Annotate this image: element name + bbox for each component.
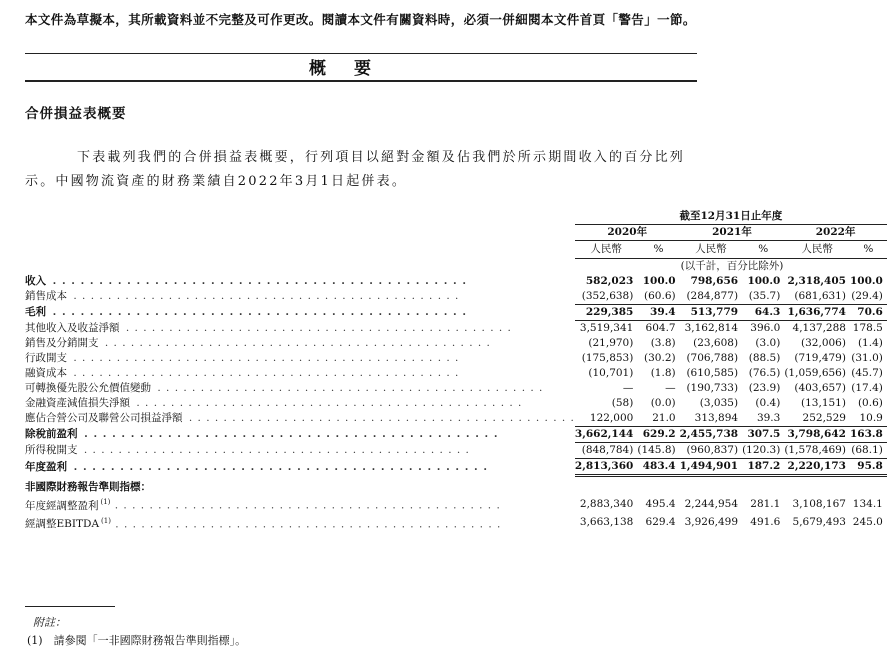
- table-row: [25, 427, 887, 443]
- percent-cell: 178.5: [852, 322, 883, 334]
- table-row: [25, 381, 887, 396]
- row-label: [25, 381, 575, 396]
- percent-cell: (31.0): [851, 352, 883, 364]
- percent-cell: (1.8): [650, 367, 676, 379]
- row-label: [25, 289, 575, 305]
- table-row: [25, 443, 887, 459]
- row-label-text: 收入: [25, 275, 46, 287]
- table-row: [25, 411, 887, 427]
- percent-cell: (35.7): [742, 289, 784, 305]
- period-header-row: [25, 209, 887, 225]
- non-ifrs-row: [25, 495, 887, 514]
- row-label-text: 銷售及分銷開支: [25, 337, 99, 349]
- row-label-text: 行政開支: [25, 352, 67, 364]
- percent-cell: (45.7): [851, 367, 883, 379]
- percent-cell: 281.1: [750, 497, 781, 510]
- amount-cell: (719,479): [794, 352, 846, 364]
- year-2021: 2021年: [680, 225, 785, 241]
- amount-cell: (848,784): [575, 443, 637, 459]
- amount-cell: 1,494,901: [680, 459, 742, 476]
- percent-cell: 134.1: [852, 497, 883, 510]
- percent-cell: (120.3): [742, 443, 784, 459]
- percent-cell: 491.6: [750, 516, 781, 529]
- amount-cell: 2,244,954: [684, 497, 739, 510]
- percent-cell: (76.5): [748, 367, 781, 379]
- percent-header: %: [742, 241, 784, 259]
- non-ifrs-section-row: [25, 476, 887, 496]
- leader-dots: . . . . . . . . . . . . . . . . . . . . . . . . . . . . . . . . . . . . . . . . . . . . .: [48, 275, 467, 287]
- table-row: [25, 274, 887, 289]
- leader-dots: . . . . . . . . . . . . . . . . . . . . . . . . . . . . . . . . . . . . . . . . . . . . .: [69, 290, 460, 303]
- percent-cell: 307.5: [742, 427, 784, 443]
- percent-cell: 100.0: [849, 275, 883, 287]
- amount-cell: (1,578,469): [784, 443, 850, 459]
- row-label-text: 金融資產減值損失淨額: [25, 397, 130, 409]
- percent-cell: 70.6: [850, 305, 887, 321]
- percent-cell: (30.2): [644, 352, 676, 364]
- percent-cell: 483.4: [637, 459, 679, 476]
- percent-cell: —: [665, 382, 676, 394]
- amount-cell: 229,385: [575, 305, 637, 321]
- footnote-rule: [25, 606, 115, 607]
- amount-cell: 3,662,144: [575, 427, 637, 443]
- amount-cell: (175,853): [581, 352, 634, 364]
- percent-cell: 629.2: [637, 427, 679, 443]
- leader-dots: . . . . . . . . . . . . . . . . . . . . . . . . . . . . . . . . . . . . . . . . . . . . .: [79, 444, 470, 456]
- leader-dots: . . . . . . . . . . . . . . . . . . . . . . . . . . . . . . . . . . . . . . . . . . . . .: [69, 367, 460, 379]
- leader-dots: . . . . . . . . . . . . . . . . . . . . . . . . . . . . . . . . . . . . . . . . . . . . .: [100, 337, 491, 349]
- amount-cell: (23,608): [693, 337, 739, 349]
- leader-dots: . . . . . . . . . . . . . . . . . . . . . . . . . . . . . . . . . . . . . . . . . . . . .: [132, 397, 523, 409]
- amount-cell: (706,788): [686, 352, 739, 364]
- percent-cell: 245.0: [852, 516, 883, 529]
- amount-cell: (3,035): [699, 397, 739, 409]
- year-2022: 2022年: [784, 225, 887, 241]
- leader-dots: . . . . . . . . . . . . . . . . . . . . . . . . . . . . . . . . . . . . . . . . . . . . .: [153, 382, 544, 394]
- row-label: [25, 427, 575, 443]
- non-ifrs-row: [25, 514, 887, 533]
- percent-cell: (60.6): [637, 289, 679, 305]
- percent-cell: 100.0: [642, 275, 676, 287]
- percent-cell: 64.3: [742, 305, 784, 321]
- footnote-ref: (1): [100, 498, 111, 506]
- amount-cell: (284,877): [680, 289, 742, 305]
- period-header: 截至12月31日止年度: [679, 210, 783, 222]
- amount-cell: (13,151): [801, 397, 846, 409]
- leader-dots: . . . . . . . . . . . . . . . . . . . . . . . . . . . . . . . . . . . . . . . . . . . . .: [79, 428, 499, 440]
- amount-cell: (1,059,656): [784, 367, 846, 379]
- currency-header: 人民幣: [680, 241, 742, 259]
- percent-cell: (145.8): [637, 443, 679, 459]
- percent-cell: 39.4: [637, 305, 679, 321]
- row-label-text: 除稅前盈利: [25, 428, 78, 440]
- percent-cell: 100.0: [747, 275, 781, 287]
- percent-cell: (17.4): [851, 382, 883, 394]
- row-label-text: 所得稅開支: [25, 444, 78, 456]
- currency-header: 人民幣: [575, 241, 637, 259]
- draft-notice: 本文件為草擬本，其所載資料並不完整及可作更改。閱讀本文件有關資料時，必須一併細閱本文件首頁「警告」一節。: [25, 12, 696, 27]
- amount-cell: 513,779: [680, 305, 742, 321]
- amount-cell: (403,657): [794, 382, 846, 394]
- row-label: [25, 321, 575, 337]
- percent-cell: (1.4): [857, 337, 883, 349]
- amount-cell: (190,733): [686, 382, 739, 394]
- leader-dots: . . . . . . . . . . . . . . . . . . . . . . . . . . . . . . . . . . . . . . . . . . . . .: [48, 306, 467, 318]
- row-label: [25, 495, 575, 514]
- percent-cell: (0.0): [650, 397, 676, 409]
- percent-cell: (0.4): [755, 397, 781, 409]
- row-label-text: 銷售成本: [25, 290, 67, 303]
- percent-cell: 95.8: [850, 459, 887, 476]
- leader-dots: . . . . . . . . . . . . . . . . . . . . . . . . . . . . . . . . . . . . . . . . . . . . .: [121, 321, 512, 334]
- row-label: [25, 351, 575, 366]
- amount-cell: 4,137,288: [792, 322, 846, 334]
- amount-cell: (21,970): [588, 337, 634, 349]
- intro-text: 下表載列我們的合併損益表概要，行列項目以絕對金額及佔我們於所示期間收入的百分比列示。中國物流資產的財務業績自2022年3月1日起併表。: [25, 150, 686, 189]
- amount-cell: (610,585): [686, 367, 739, 379]
- unit-note-row: [25, 259, 887, 275]
- percent-cell: (3.0): [755, 337, 781, 349]
- amount-cell: 3,798,642: [784, 427, 850, 443]
- amount-cell: (10,701): [588, 367, 634, 379]
- row-label: [25, 514, 575, 533]
- row-label-text: 毛利: [25, 306, 46, 318]
- row-label-text: 可轉換優先股公允價值變動: [25, 382, 151, 394]
- percent-cell: (29.4): [850, 289, 887, 305]
- row-label-text: 其他收入及收益淨額: [25, 321, 120, 334]
- row-label-text: 經調整EBITDA: [25, 518, 100, 530]
- income-statement-table: [25, 209, 887, 532]
- amount-cell: 252,529: [784, 411, 850, 427]
- column-header-row: [25, 241, 887, 259]
- row-label: [25, 443, 575, 459]
- amount-cell: 2,318,405: [787, 275, 846, 287]
- row-label-text: 年度經調整盈利: [25, 499, 99, 512]
- table-row: [25, 305, 887, 321]
- amount-cell: 3,663,138: [579, 516, 634, 529]
- row-label: [25, 274, 575, 289]
- intro-paragraph: [25, 146, 697, 194]
- percent-cell: 10.9: [850, 411, 887, 427]
- percent-cell: (88.5): [748, 352, 781, 364]
- percent-cell: 163.8: [850, 427, 887, 443]
- amount-cell: (960,837): [680, 443, 742, 459]
- amount-cell: 122,000: [575, 411, 637, 427]
- amount-cell: 798,656: [690, 275, 739, 287]
- row-label: [25, 336, 575, 351]
- percent-cell: (0.6): [857, 397, 883, 409]
- percent-cell: 495.4: [645, 497, 676, 510]
- table-row: [25, 459, 887, 476]
- amount-cell: (352,638): [575, 289, 637, 305]
- table-row: [25, 366, 887, 381]
- amount-cell: 3,108,167: [792, 497, 846, 510]
- table-row: [25, 289, 887, 305]
- percent-header: %: [850, 241, 887, 259]
- percent-cell: (68.1): [850, 443, 887, 459]
- leader-dots: . . . . . . . . . . . . . . . . . . . . . . . . . . . . . . . . . . . . . . . . . . . . .: [184, 412, 575, 425]
- footnote-ref: (1): [101, 516, 111, 525]
- amount-cell: 1,636,774: [784, 305, 850, 321]
- row-label-text: 融資成本: [25, 367, 67, 379]
- year-header-row: [25, 225, 887, 241]
- table-row: [25, 351, 887, 366]
- leader-dots: . . . . . . . . . . . . . . . . . . . . . . . . . . . . . . . . . . . . . . . . . . . . .: [110, 499, 501, 512]
- row-label-text: 應佔合營公司及聯營公司損益淨額: [25, 412, 183, 425]
- amount-cell: 3,926,499: [684, 516, 739, 529]
- footnote-title: 附註：: [33, 616, 66, 629]
- amount-cell: 5,679,493: [792, 516, 846, 529]
- percent-cell: 396.0: [750, 322, 781, 334]
- row-label: [25, 366, 575, 381]
- percent-cell: 21.0: [637, 411, 679, 427]
- leader-dots: . . . . . . . . . . . . . . . . . . . . . . . . . . . . . . . . . . . . . . . . . . . . .: [69, 352, 460, 364]
- amount-cell: —: [622, 382, 634, 394]
- amount-cell: 2,813,360: [575, 459, 637, 476]
- row-label: [25, 459, 575, 476]
- amount-cell: 3,519,341: [579, 322, 634, 334]
- percent-cell: 629.4: [645, 516, 676, 529]
- amount-cell: 2,455,738: [680, 427, 742, 443]
- row-label: [25, 411, 575, 427]
- page-title: 概要: [309, 59, 399, 79]
- table-row: [25, 396, 887, 411]
- amount-cell: 313,894: [680, 411, 742, 427]
- currency-header: 人民幣: [784, 241, 850, 259]
- year-2020: 2020年: [575, 225, 680, 241]
- footnote: (1) 請參閱「一非國際財務報告準則指標」。: [27, 634, 247, 647]
- amount-cell: 3,162,814: [684, 322, 739, 334]
- table-row: [25, 336, 887, 351]
- amount-cell: (681,631): [784, 289, 850, 305]
- leader-dots: . . . . . . . . . . . . . . . . . . . . . . . . . . . . . . . . . . . . . . . . . . . . .: [110, 518, 502, 530]
- unit-note: (以千計，百分比除外): [680, 260, 784, 272]
- non-ifrs-title: 非國際財務報告準則指標：: [25, 481, 151, 493]
- amount-cell: 582,023: [585, 275, 634, 287]
- percent-cell: 187.2: [742, 459, 784, 476]
- amount-cell: 2,883,340: [579, 497, 634, 510]
- amount-cell: 2,220,173: [784, 459, 850, 476]
- percent-header: %: [637, 241, 679, 259]
- amount-cell: (58): [611, 397, 634, 409]
- percent-cell: 604.7: [645, 322, 676, 334]
- percent-cell: (23.9): [748, 382, 781, 394]
- percent-cell: 39.3: [742, 411, 784, 427]
- leader-dots: . . . . . . . . . . . . . . . . . . . . . . . . . . . . . . . . . . . . . . . . . . . . .: [69, 460, 488, 473]
- percent-cell: (3.8): [650, 337, 676, 349]
- amount-cell: (32,006): [801, 337, 846, 349]
- row-label: [25, 305, 575, 321]
- row-label: [25, 396, 575, 411]
- row-label-text: 年度盈利: [25, 460, 67, 473]
- table-row: [25, 321, 887, 337]
- title-rule: [25, 80, 697, 82]
- section-title: 合併損益表概要: [25, 106, 127, 122]
